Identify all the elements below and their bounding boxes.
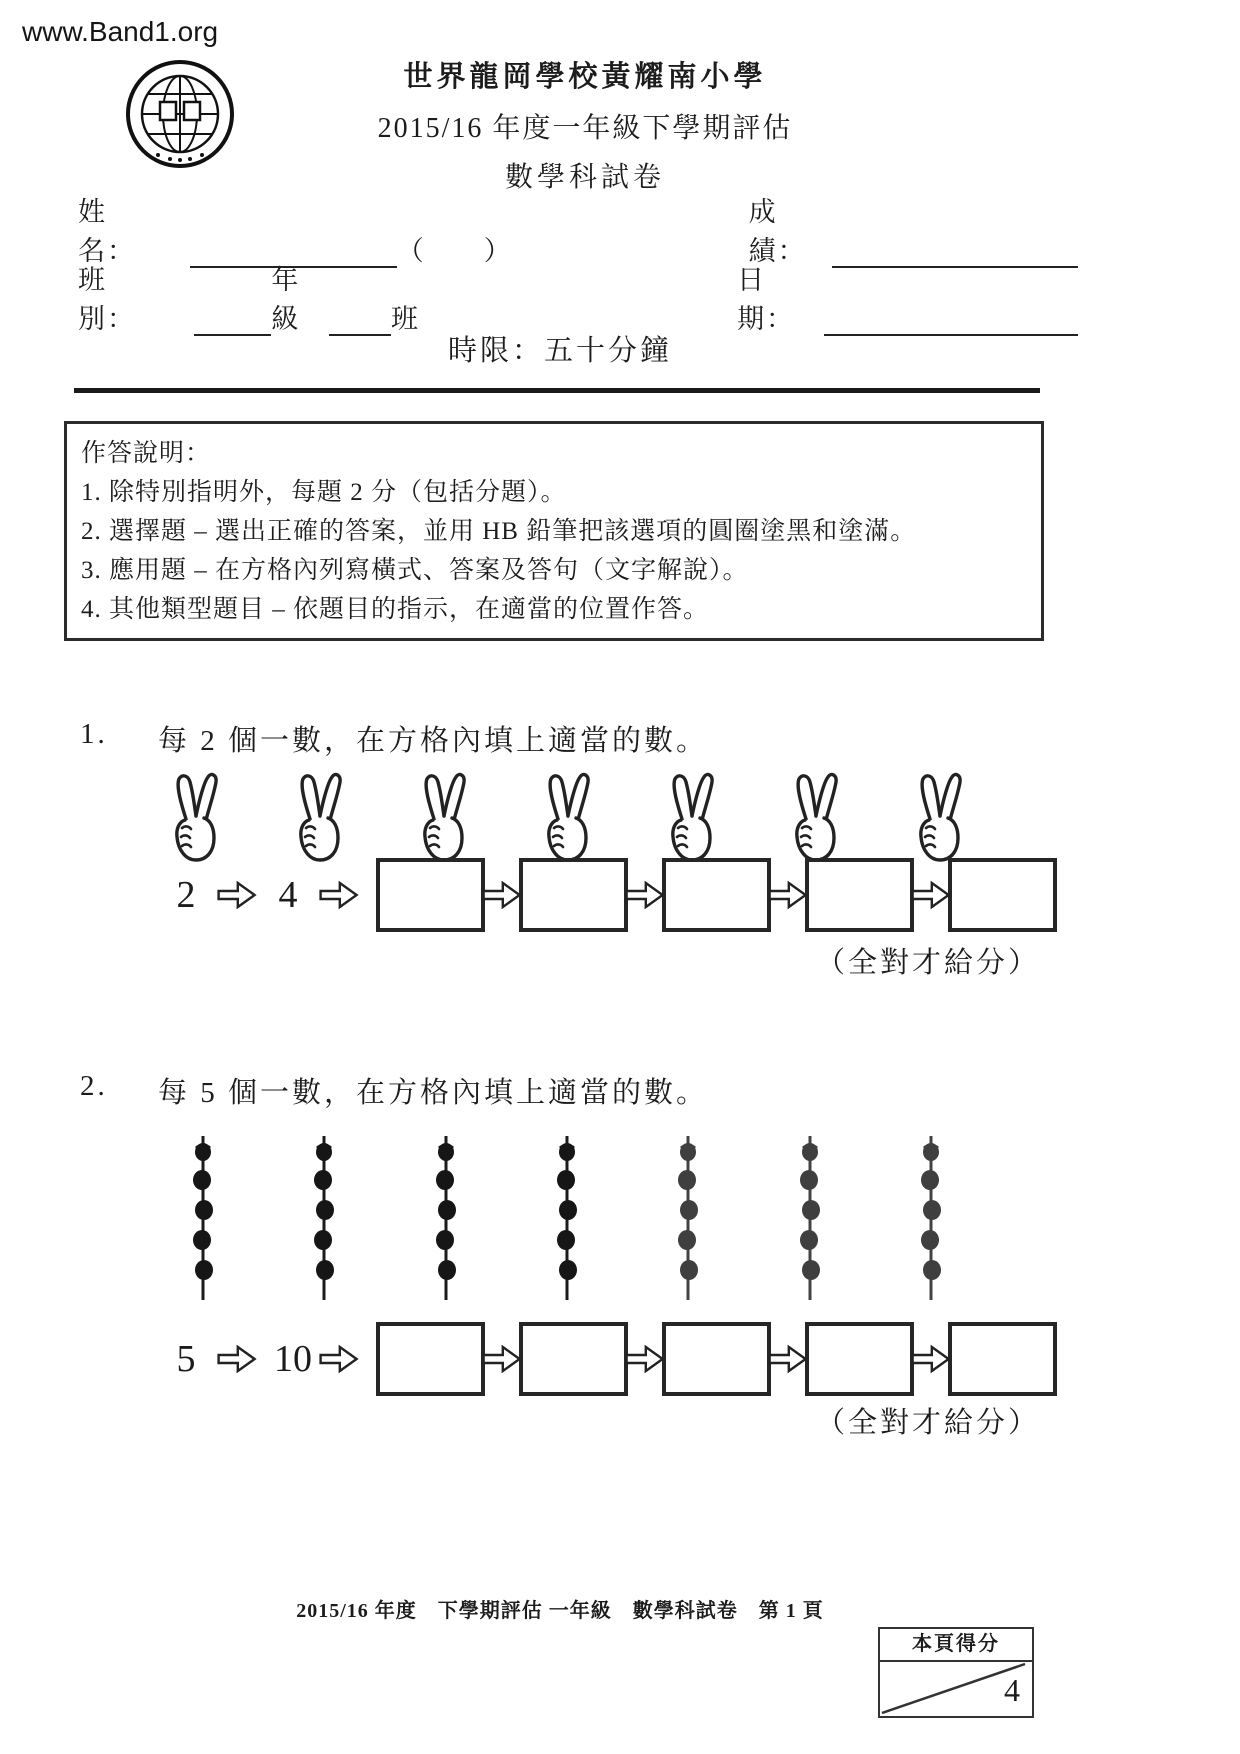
answer-box[interactable]: [662, 858, 771, 932]
right-arrow-icon: [768, 876, 808, 914]
answer-box[interactable]: [376, 858, 485, 932]
name-paren: （ ）: [396, 236, 513, 266]
form-row-class: [78, 258, 1078, 336]
victory-hand-icon: [786, 770, 842, 866]
victory-hand-icon: [662, 770, 718, 866]
score-label: 成績：: [748, 197, 807, 266]
bead-string-icon: [916, 1134, 946, 1304]
victory-hand-icon: [414, 770, 470, 866]
bead-string-icon: [552, 1134, 582, 1304]
answer-box[interactable]: [376, 1322, 485, 1396]
sequence-number: 10: [274, 1338, 312, 1380]
class-label: 班 別：: [78, 265, 136, 334]
exam-subject: 數學科試卷: [504, 162, 665, 193]
victory-hand-icon: [166, 770, 222, 866]
form-row-name: [78, 190, 1078, 268]
sequence-number: 5: [176, 1338, 196, 1380]
right-arrow-icon: [318, 879, 360, 911]
right-arrow-icon: [482, 876, 522, 914]
answer-box[interactable]: [662, 1322, 771, 1396]
score-box-value: 4: [1004, 1672, 1020, 1708]
right-arrow-icon: [768, 1340, 808, 1378]
date-label: 日期：: [737, 265, 796, 334]
question-1-sequence: [172, 858, 1032, 932]
instruction-item: 4. 其他類型題目 – 依題目的指示，在適當的位置作答。: [81, 596, 710, 623]
page-footer: 2015/16 年度 下學期評估 一年級 數學科試卷 第 1 頁: [296, 1600, 824, 1622]
victory-hand-icon: [290, 770, 346, 866]
bead-string-icon: [673, 1134, 703, 1304]
question-1-heading: [80, 718, 1080, 759]
bead-string-icon: [795, 1134, 825, 1304]
sequence-number: 2: [176, 874, 196, 916]
time-limit: 時限：五十分鐘: [447, 335, 672, 367]
victory-hand-icon: [538, 770, 594, 866]
title-block: [160, 54, 1010, 195]
bead-string-icon: [309, 1134, 339, 1304]
right-arrow-icon: [911, 876, 951, 914]
question-1-icons: [166, 770, 966, 866]
right-arrow-icon: [216, 1343, 258, 1375]
page-score-box: [878, 1627, 1034, 1718]
answer-box[interactable]: [805, 858, 914, 932]
question-2-note: （全對才給分）: [815, 1407, 1040, 1439]
answer-box[interactable]: [948, 858, 1057, 932]
grade-label: 年級: [271, 265, 301, 334]
question-2-number: 2.: [80, 1070, 108, 1102]
sequence-number: 4: [278, 874, 298, 916]
instruction-item: 2. 選擇題 – 選出正確的答案，並用 HB 鉛筆把該選項的圓圈塗黑和塗滿。: [81, 518, 917, 545]
answer-box[interactable]: [519, 858, 628, 932]
answer-box[interactable]: [948, 1322, 1057, 1396]
header-divider: [74, 388, 1040, 393]
instruction-item: 3. 應用題 – 在方格內列寫橫式、答案及答句（文字解說）。: [81, 557, 749, 584]
exam-term: 2015/16 年度一年級下學期評估: [377, 113, 793, 144]
question-2-icons: [188, 1134, 946, 1304]
victory-hand-icon: [910, 770, 966, 866]
answer-box[interactable]: [519, 1322, 628, 1396]
bead-string-icon: [431, 1134, 461, 1304]
right-arrow-icon: [216, 879, 258, 911]
question-1-note: （全對才給分）: [815, 947, 1040, 979]
right-arrow-icon: [911, 1340, 951, 1378]
name-label: 姓 名：: [78, 197, 136, 266]
score-box-title: 本頁得分: [880, 1629, 1032, 1662]
question-2-heading: [80, 1070, 1080, 1111]
question-1-text: 每 2 個一數，在方格內填上適當的數。: [158, 725, 709, 757]
right-arrow-icon: [482, 1340, 522, 1378]
question-2-sequence: [172, 1322, 1032, 1396]
instructions-box: [64, 421, 1044, 641]
instructions-title: 作答說明：: [81, 440, 212, 467]
right-arrow-icon: [625, 1340, 665, 1378]
right-arrow-icon: [625, 876, 665, 914]
class-suffix: 班: [391, 304, 421, 334]
question-2-text: 每 5 個一數，在方格內填上適當的數。: [158, 1077, 709, 1109]
right-arrow-icon: [318, 1343, 360, 1375]
bead-string-icon: [188, 1134, 218, 1304]
school-name: 世界龍岡學校黃耀南小學: [403, 61, 767, 93]
answer-box[interactable]: [805, 1322, 914, 1396]
question-1-number: 1.: [80, 718, 108, 750]
watermark-url: www.Band1.org: [22, 16, 219, 47]
instruction-item: 1. 除特別指明外，每題 2 分（包括分題）。: [81, 479, 567, 506]
